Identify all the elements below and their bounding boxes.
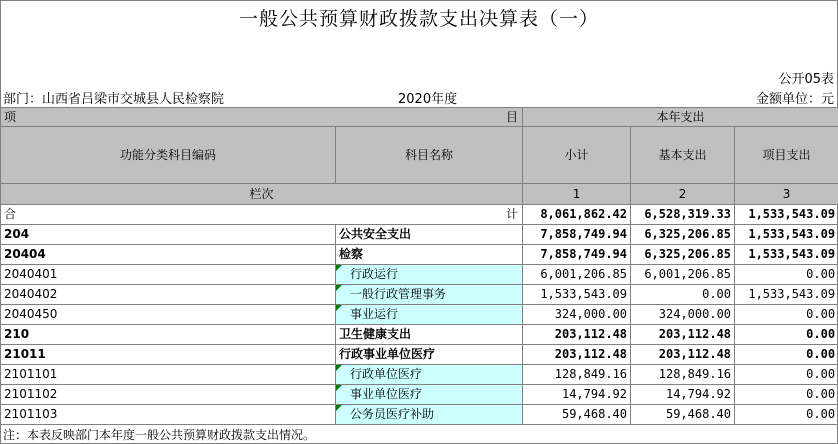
- header-item-right: 目: [506, 110, 519, 124]
- row-code: 2101101: [1, 365, 336, 385]
- row-project: 0.00: [735, 305, 838, 325]
- header-n1: 1: [523, 184, 631, 205]
- row-code: 21011: [1, 345, 336, 365]
- row-basic: 0.00: [631, 285, 735, 305]
- row-code: 2040402: [1, 285, 336, 305]
- row-code: 2040450: [1, 305, 336, 325]
- row-project: 0.00: [735, 265, 838, 285]
- header-current-year: 本年支出: [523, 108, 838, 127]
- department-label: 部门：山西省吕梁市交城县人民检察院: [3, 92, 225, 107]
- row-name: 卫生健康支出: [336, 325, 523, 345]
- table-row: [1, 345, 838, 365]
- fiscal-year: 2020年度: [398, 92, 458, 107]
- row-project: 0.00: [735, 325, 838, 345]
- table-row: [1, 245, 838, 265]
- row-name: 行政单位医疗: [336, 365, 523, 385]
- row-subtotal: 7,858,749.94: [523, 225, 631, 245]
- row-code: 2101102: [1, 385, 336, 405]
- header-n2: 2: [631, 184, 735, 205]
- expenditure-table: [0, 107, 838, 425]
- total-label-right: 计: [506, 207, 519, 221]
- total-basic: 6,528,319.33: [631, 205, 735, 225]
- header-n3: 3: [735, 184, 838, 205]
- row-basic: 203,112.48: [631, 345, 735, 365]
- row-code: 2040401: [1, 265, 336, 285]
- row-basic: 128,849.16: [631, 365, 735, 385]
- row-subtotal: 59,468.40: [523, 405, 631, 425]
- table-row: [1, 285, 838, 305]
- row-basic: 6,001,206.85: [631, 265, 735, 285]
- header-row-label: 栏次: [1, 184, 523, 205]
- row-name: 事业单位医疗: [336, 385, 523, 405]
- total-subtotal: 8,061,862.42: [523, 205, 631, 225]
- row-basic: 59,468.40: [631, 405, 735, 425]
- total-project: 1,533,543.09: [735, 205, 838, 225]
- row-code: 2101103: [1, 405, 336, 425]
- table-row: [1, 225, 838, 245]
- row-project: 1,533,543.09: [735, 225, 838, 245]
- table-row: [1, 405, 838, 425]
- header-row-top: [1, 108, 838, 127]
- header-subtotal: 小计: [523, 127, 631, 184]
- header-project: 项目支出: [735, 127, 838, 184]
- total-row: [1, 205, 838, 225]
- table-row: [1, 385, 838, 405]
- header-row-main: [1, 127, 838, 184]
- row-subtotal: 6,001,206.85: [523, 265, 631, 285]
- row-subtotal: 324,000.00: [523, 305, 631, 325]
- header-row-numbers: [1, 184, 838, 205]
- header-item-left: 项: [4, 110, 17, 124]
- row-basic: 203,112.48: [631, 325, 735, 345]
- row-project: 0.00: [735, 405, 838, 425]
- total-label-left: 合: [4, 207, 17, 221]
- row-subtotal: 14,794.92: [523, 385, 631, 405]
- table-row: [1, 305, 838, 325]
- row-project: 1,533,543.09: [735, 245, 838, 265]
- row-name: 行政事业单位医疗: [336, 345, 523, 365]
- row-code: 20404: [1, 245, 336, 265]
- report-title: 一般公共预算财政拨款支出决算表（一）: [238, 8, 599, 30]
- row-subtotal: 1,533,543.09: [523, 285, 631, 305]
- row-basic: 6,325,206.85: [631, 225, 735, 245]
- row-name: 检察: [336, 245, 523, 265]
- row-project: 0.00: [735, 345, 838, 365]
- header-code: 功能分类科目编码: [1, 127, 336, 184]
- row-name: 一般行政管理事务: [336, 285, 523, 305]
- row-subtotal: 7,858,749.94: [523, 245, 631, 265]
- row-project: 1,533,543.09: [735, 285, 838, 305]
- table-row: [1, 365, 838, 385]
- row-name: 公共安全支出: [336, 225, 523, 245]
- footnote: 注：本表反映部门本年度一般公共预算财政拨款支出情况。: [3, 428, 316, 442]
- row-project: 0.00: [735, 385, 838, 405]
- row-name: 公务员医疗补助: [336, 405, 523, 425]
- row-name: 事业运行: [336, 305, 523, 325]
- table-row: [1, 265, 838, 285]
- row-name: 行政运行: [336, 265, 523, 285]
- row-subtotal: 203,112.48: [523, 345, 631, 365]
- row-subtotal: 203,112.48: [523, 325, 631, 345]
- row-basic: 324,000.00: [631, 305, 735, 325]
- table-row: [1, 325, 838, 345]
- row-basic: 14,794.92: [631, 385, 735, 405]
- row-subtotal: 128,849.16: [523, 365, 631, 385]
- total-label-cell: [1, 205, 523, 225]
- header-item-cell: [1, 108, 523, 127]
- row-project: 0.00: [735, 365, 838, 385]
- row-code: 204: [1, 225, 336, 245]
- row-code: 210: [1, 325, 336, 345]
- header-basic: 基本支出: [631, 127, 735, 184]
- form-number: 公开05表: [778, 72, 834, 87]
- currency-unit: 金额单位：元: [755, 92, 834, 107]
- header-name: 科目名称: [336, 127, 523, 184]
- row-basic: 6,325,206.85: [631, 245, 735, 265]
